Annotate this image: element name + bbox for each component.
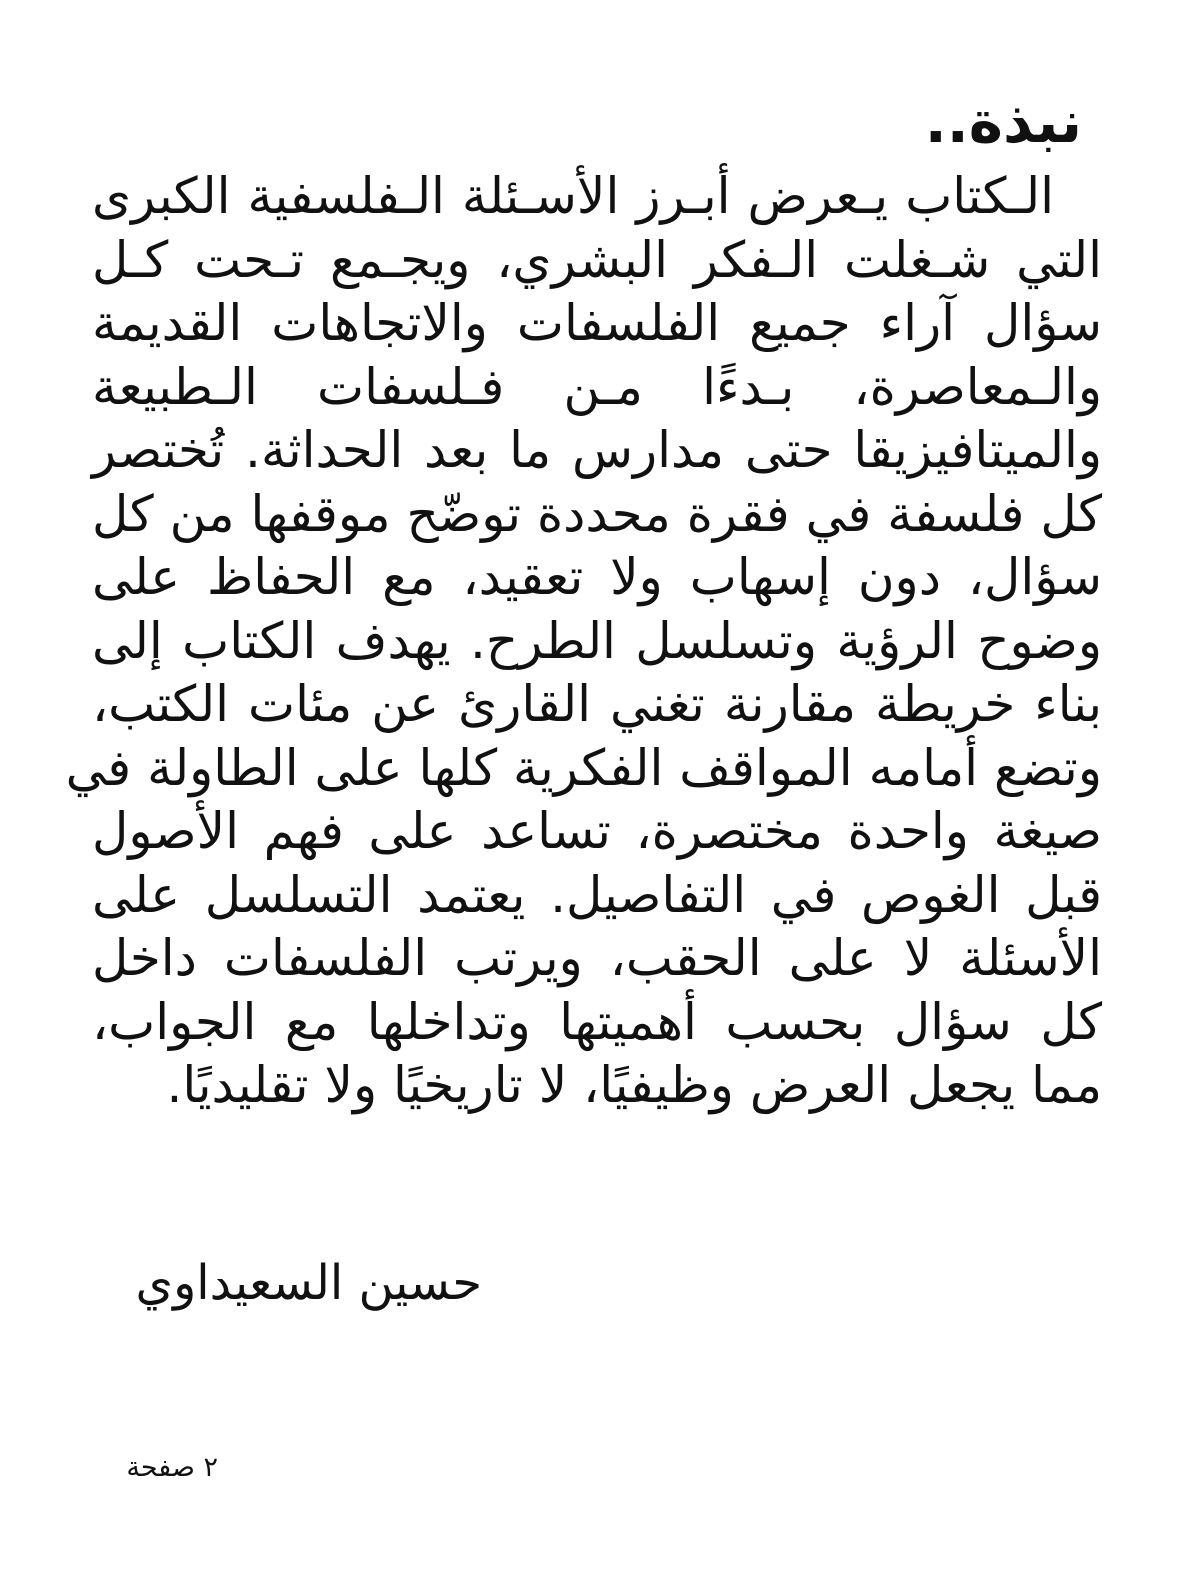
paragraph-line: الـكتاب يـعرض أبـرز الأسـئلة الـفلسفية الكبرى: [92, 167, 1054, 225]
paragraph-line: قبل الغوص في التفاصيل. يعتمد التسلسل على: [92, 865, 1102, 924]
section-heading: نبذة..: [924, 88, 1082, 156]
author-name: حسين السعيداوي: [135, 1255, 482, 1311]
paragraph-line: كل سؤال بحسب أهميتها وتداخلها مع الجواب،: [92, 992, 1102, 1051]
paragraph-line: مما يجعل العرض وظيفيًا، لا تاريخيًا ولا تقليديًا.: [166, 1056, 1102, 1114]
summary-paragraph: [65, 165, 1102, 1118]
paragraph-line: الأسئلة لا على الحقب، ويرتب الفلسفات داخل: [92, 929, 1102, 987]
paragraph-line: سؤال، دون إسهاب ولا تعقيد، مع الحفاظ على: [92, 548, 1102, 606]
paragraph-line: وتضع أمامه المواقف الفكرية كلها على الطاولة في: [65, 738, 1102, 797]
paragraph-line: والميتافيزيقا حتى مدارس ما بعد الحداثة. تُختصر: [92, 421, 1102, 479]
paragraph-line: سؤال آراء جميع الفلسفات والاتجاهات القديمة: [92, 294, 1102, 352]
paragraph-line: صيغة واحدة مختصرة، تساعد على فهم الأصول: [92, 802, 1102, 860]
paragraph-line: التي شـغلت الـفكر البشري، ويجـمع تـحت كـل: [92, 230, 1102, 289]
paragraph-line: وضوح الرؤية وتسلسل الطرح. يهدف الكتاب إلى: [92, 611, 1102, 670]
paragraph-line: بناء خريطة مقارنة تغني القارئ عن مئات الكتب،: [92, 675, 1102, 733]
paragraph-line: كل فلسفة في فقرة محددة توضّح موقفها من كل: [92, 484, 1102, 543]
page-number: ٢ صفحة: [126, 1452, 218, 1483]
paragraph-line: والـمعاصرة، بـدءًا مـن فـلسفات الـطبيعة: [92, 357, 1102, 416]
